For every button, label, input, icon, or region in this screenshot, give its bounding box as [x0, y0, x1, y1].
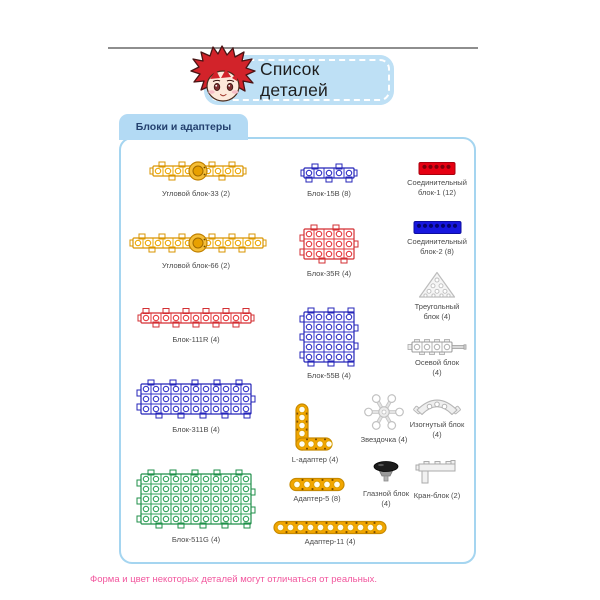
triangle-block-icon: [401, 271, 473, 299]
part-label: Блок-511G (4): [171, 535, 221, 544]
part-angle-block-66: [121, 228, 271, 271]
part-label: Глазной блок (4): [363, 489, 409, 508]
angle-block-66-icon: [121, 228, 271, 258]
boy-mascot-icon: [183, 45, 261, 109]
connector-block-2-icon: [401, 221, 473, 234]
part-label: Треугольный блок (4): [414, 302, 460, 321]
part-connector-block-2: [401, 221, 473, 257]
part-block-55b: [269, 306, 389, 381]
part-curved-block: [401, 397, 473, 440]
part-axle-block: [399, 339, 475, 378]
angle-block-33-icon: [126, 156, 266, 186]
part-label: Соединительный блок-1 (12): [407, 178, 467, 197]
section-tab-label: Блоки и адаптеры: [135, 121, 232, 133]
top-divider: [108, 47, 478, 49]
part-label: Угловой блок-66 (2): [162, 261, 230, 270]
block-55b-icon: [269, 306, 389, 368]
block-35r-icon: [269, 222, 389, 266]
footnote: Форма и цвет некоторых деталей могут отличаться от реальных.: [90, 574, 378, 585]
part-block-35r: [269, 222, 389, 279]
part-label: Соединительный блок-2 (8): [407, 237, 467, 256]
section-tab: [119, 114, 248, 140]
block-111r-icon: [126, 304, 266, 332]
block-311b-icon: [126, 376, 266, 422]
crane-block-icon: [401, 457, 473, 485]
part-label: Блок-35R (4): [306, 269, 352, 278]
part-label: Адаптер-11 (4): [304, 537, 356, 546]
connector-block-1-icon: [401, 162, 473, 175]
part-adapter-11: [260, 521, 400, 547]
block-15b-icon: [269, 160, 389, 186]
part-label: Осевой блок (4): [415, 358, 459, 377]
parts-panel: [119, 137, 476, 564]
adapter-11-icon: [260, 521, 400, 534]
axle-block-icon: [399, 339, 475, 355]
part-label: Блок-15B (8): [307, 189, 351, 198]
part-label: Звездочка (4): [360, 435, 408, 444]
part-label: L-адаптер (4): [291, 455, 339, 464]
part-label: Блок-55B (4): [307, 371, 351, 380]
part-connector-block-1: [401, 162, 473, 198]
curved-block-icon: [401, 397, 473, 417]
page-title: Список деталей: [260, 59, 329, 100]
part-label: Кран-блок (2): [413, 491, 461, 500]
part-block-15b: [269, 160, 389, 199]
part-triangle-block: [401, 271, 473, 322]
part-crane-block: [401, 457, 473, 501]
part-label: Блок-111R (4): [172, 335, 220, 344]
block-511g-icon: [126, 466, 266, 532]
part-angle-block-33: [126, 156, 266, 199]
part-block-311b: [126, 376, 266, 435]
part-label: Адаптер-5 (8): [293, 494, 341, 503]
part-label: Изогнутый блок (4): [409, 420, 465, 439]
part-label: Блок-311B (4): [172, 425, 220, 434]
part-block-511g: [126, 466, 266, 545]
part-block-111r: [126, 304, 266, 345]
part-label: Угловой блок-33 (2): [162, 189, 230, 198]
